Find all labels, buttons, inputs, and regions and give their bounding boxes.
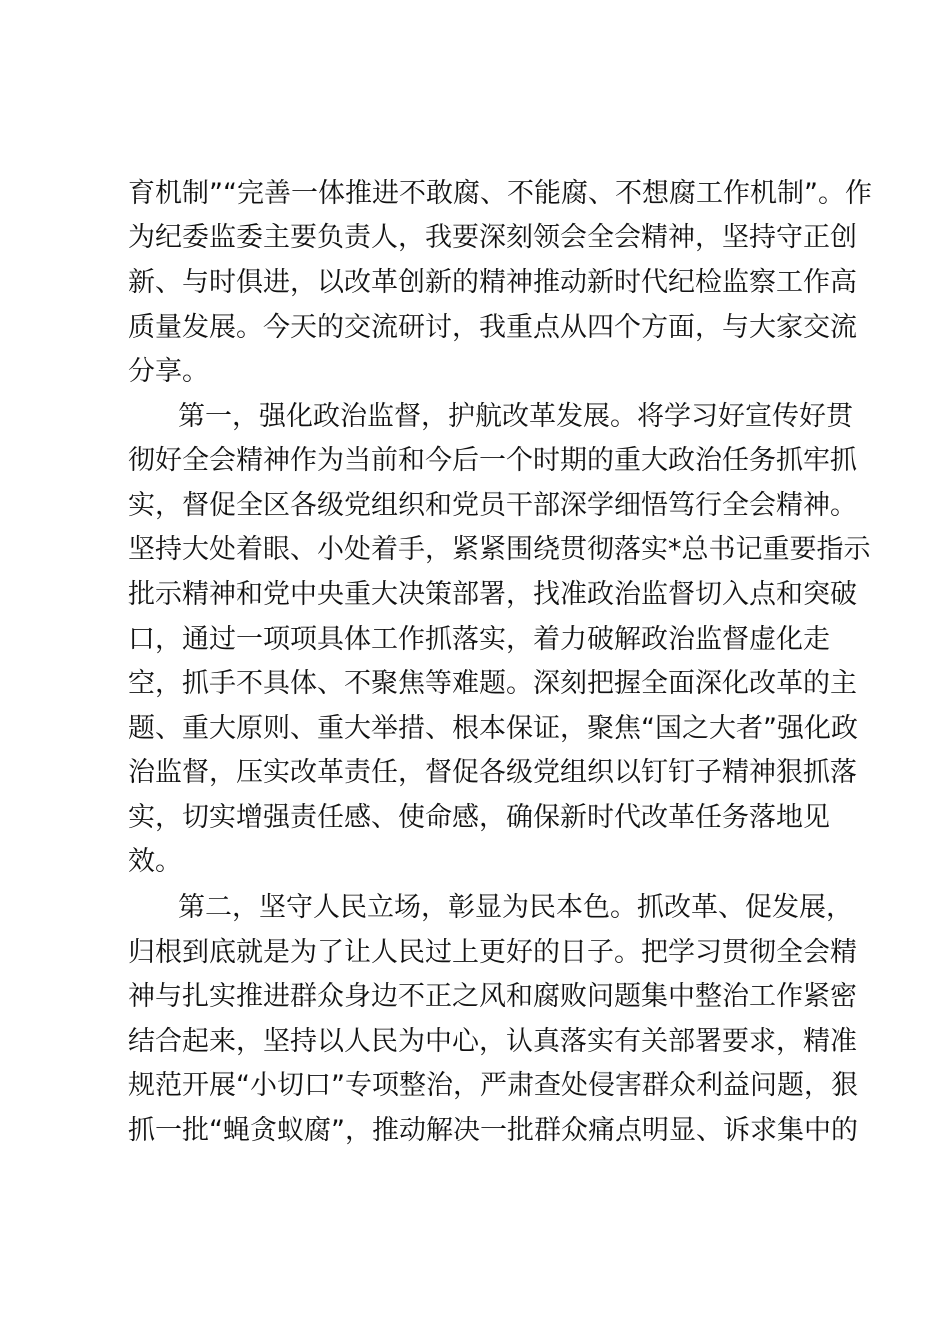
text-line: 题、重大原则、重大举措、根本保证，聚焦“国之大者”强化政	[128, 713, 858, 744]
paragraph-first-line: 第一，强化政治监督，护航改革发展。将学习好宣传好贯	[178, 401, 853, 432]
text-line: 实，切实增强责任感、使命感，确保新时代改革任务落地见	[128, 802, 830, 833]
text-line: 规范开展“小切口”专项整治，严肃查处侵害群众利益问题，狠	[128, 1070, 858, 1101]
text-line: 实，督促全区各级党组织和党员干部深学细悟笃行全会精神。	[128, 490, 857, 521]
paragraph-first-line: 第二，坚守人民立场，彰显为民本色。抓改革、促发展，	[178, 892, 853, 923]
text-line: 质量发展。今天的交流研讨，我重点从四个方面，与大家交流	[128, 312, 857, 343]
text-line: 彻好全会精神作为当前和今后一个时期的重大政治任务抓牢抓	[128, 445, 857, 476]
text-line: 为纪委监委主要负责人，我要深刻领会全会精神，坚持守正创	[128, 222, 857, 253]
text-line: 批示精神和党中央重大决策部署，找准政治监督切入点和突破	[128, 579, 857, 610]
text-line: 口，通过一项项具体工作抓落实，着力破解政治监督虚化走	[128, 624, 830, 655]
text-line: 治监督，压实改革责任，督促各级党组织以钉钉子精神狠抓落	[128, 757, 857, 788]
text-line: 抓一批“蝇贪蚁腐”，推动解决一批群众痛点明显、诉求集中的	[128, 1115, 858, 1146]
text-line: 结合起来，坚持以人民为中心，认真落实有关部署要求，精准	[128, 1026, 857, 1057]
text-line: 坚持大处着眼、小处着手，紧紧围绕贯彻落实*总书记重要指示	[128, 534, 871, 565]
text-line: 分享。	[128, 356, 209, 387]
text-line: 效。	[128, 846, 182, 877]
text-line: 新、与时俱进，以改革创新的精神推动新时代纪检监察工作高	[128, 267, 857, 298]
text-line: 育机制”“完善一体推进不敢腐、不能腐、不想腐工作机制”。作	[128, 178, 872, 209]
text-line: 神与扎实推进群众身边不正之风和腐败问题集中整治工作紧密	[128, 981, 857, 1012]
text-line: 归根到底就是为了让人民过上更好的日子。把学习贯彻全会精	[128, 937, 857, 968]
text-line: 空，抓手不具体、不聚焦等难题。深刻把握全面深化改革的主	[128, 668, 857, 699]
